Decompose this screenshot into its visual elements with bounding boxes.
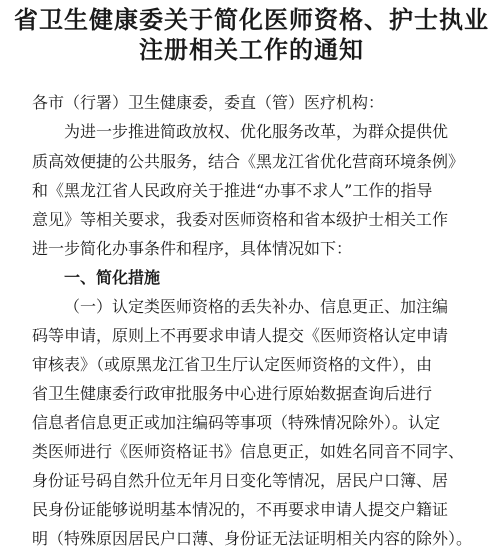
item1-line-8: 民身份证能够说明基本情况的，不再要求申请人提交户籍证 (32, 500, 449, 519)
item1-line-3: 审核表》（或原黑龙江省卫生厅认定医师资格的文件），由 (32, 355, 433, 374)
intro-line-4: 意见》等相关要求，我委对医师资格和省本级护士相关工作 (32, 210, 449, 229)
item1-line-1: （一）认定类医师资格的丢失补办、信息更正、加注编 (64, 297, 449, 316)
item1-line-9: 明（特殊原因居民户口薄、身份证无法证明相关内容的除外）。 (32, 529, 473, 548)
item1-line-6: 类医师进行《医师资格证书》信息更正，如姓名同音不同字、 (32, 442, 465, 461)
item1-line-2: 码等申请，原则上不再要求申请人提交《医师资格认定申请 (32, 326, 449, 345)
section-heading: 一、简化措施 (64, 268, 161, 287)
intro-line-1: 为进一步推进简政放权、优化服务改革，为群众提供优 (64, 122, 449, 141)
salutation: 各市（行署）卫生健康委，委直（管）医疗机构： (32, 93, 385, 112)
item1-line-5: 信息者信息更正或加注编码等事项（特殊情况除外）。认定 (32, 413, 441, 432)
item1-line-7: 身份证号码自然升位无年月日变化等情况，居民户口簿、居 (32, 471, 449, 490)
item1-line-4: 省卫生健康委行政审批服务中心进行原始数据查询后进行 (32, 384, 433, 403)
intro-line-2: 质高效便捷的公共服务，结合《黑龙江省优化营商环境条例》 (32, 152, 465, 171)
document-title-line-1: 省卫生健康委关于简化医师资格、护士执业 (14, 6, 489, 34)
document-title-line-2: 注册相关工作的通知 (139, 36, 364, 64)
intro-line-5: 进一步简化办事条件和程序，具体情况如下： (32, 239, 353, 258)
intro-line-3: 和《黑龙江省人民政府关于推进“办事不求人”工作的指导 (32, 181, 433, 200)
